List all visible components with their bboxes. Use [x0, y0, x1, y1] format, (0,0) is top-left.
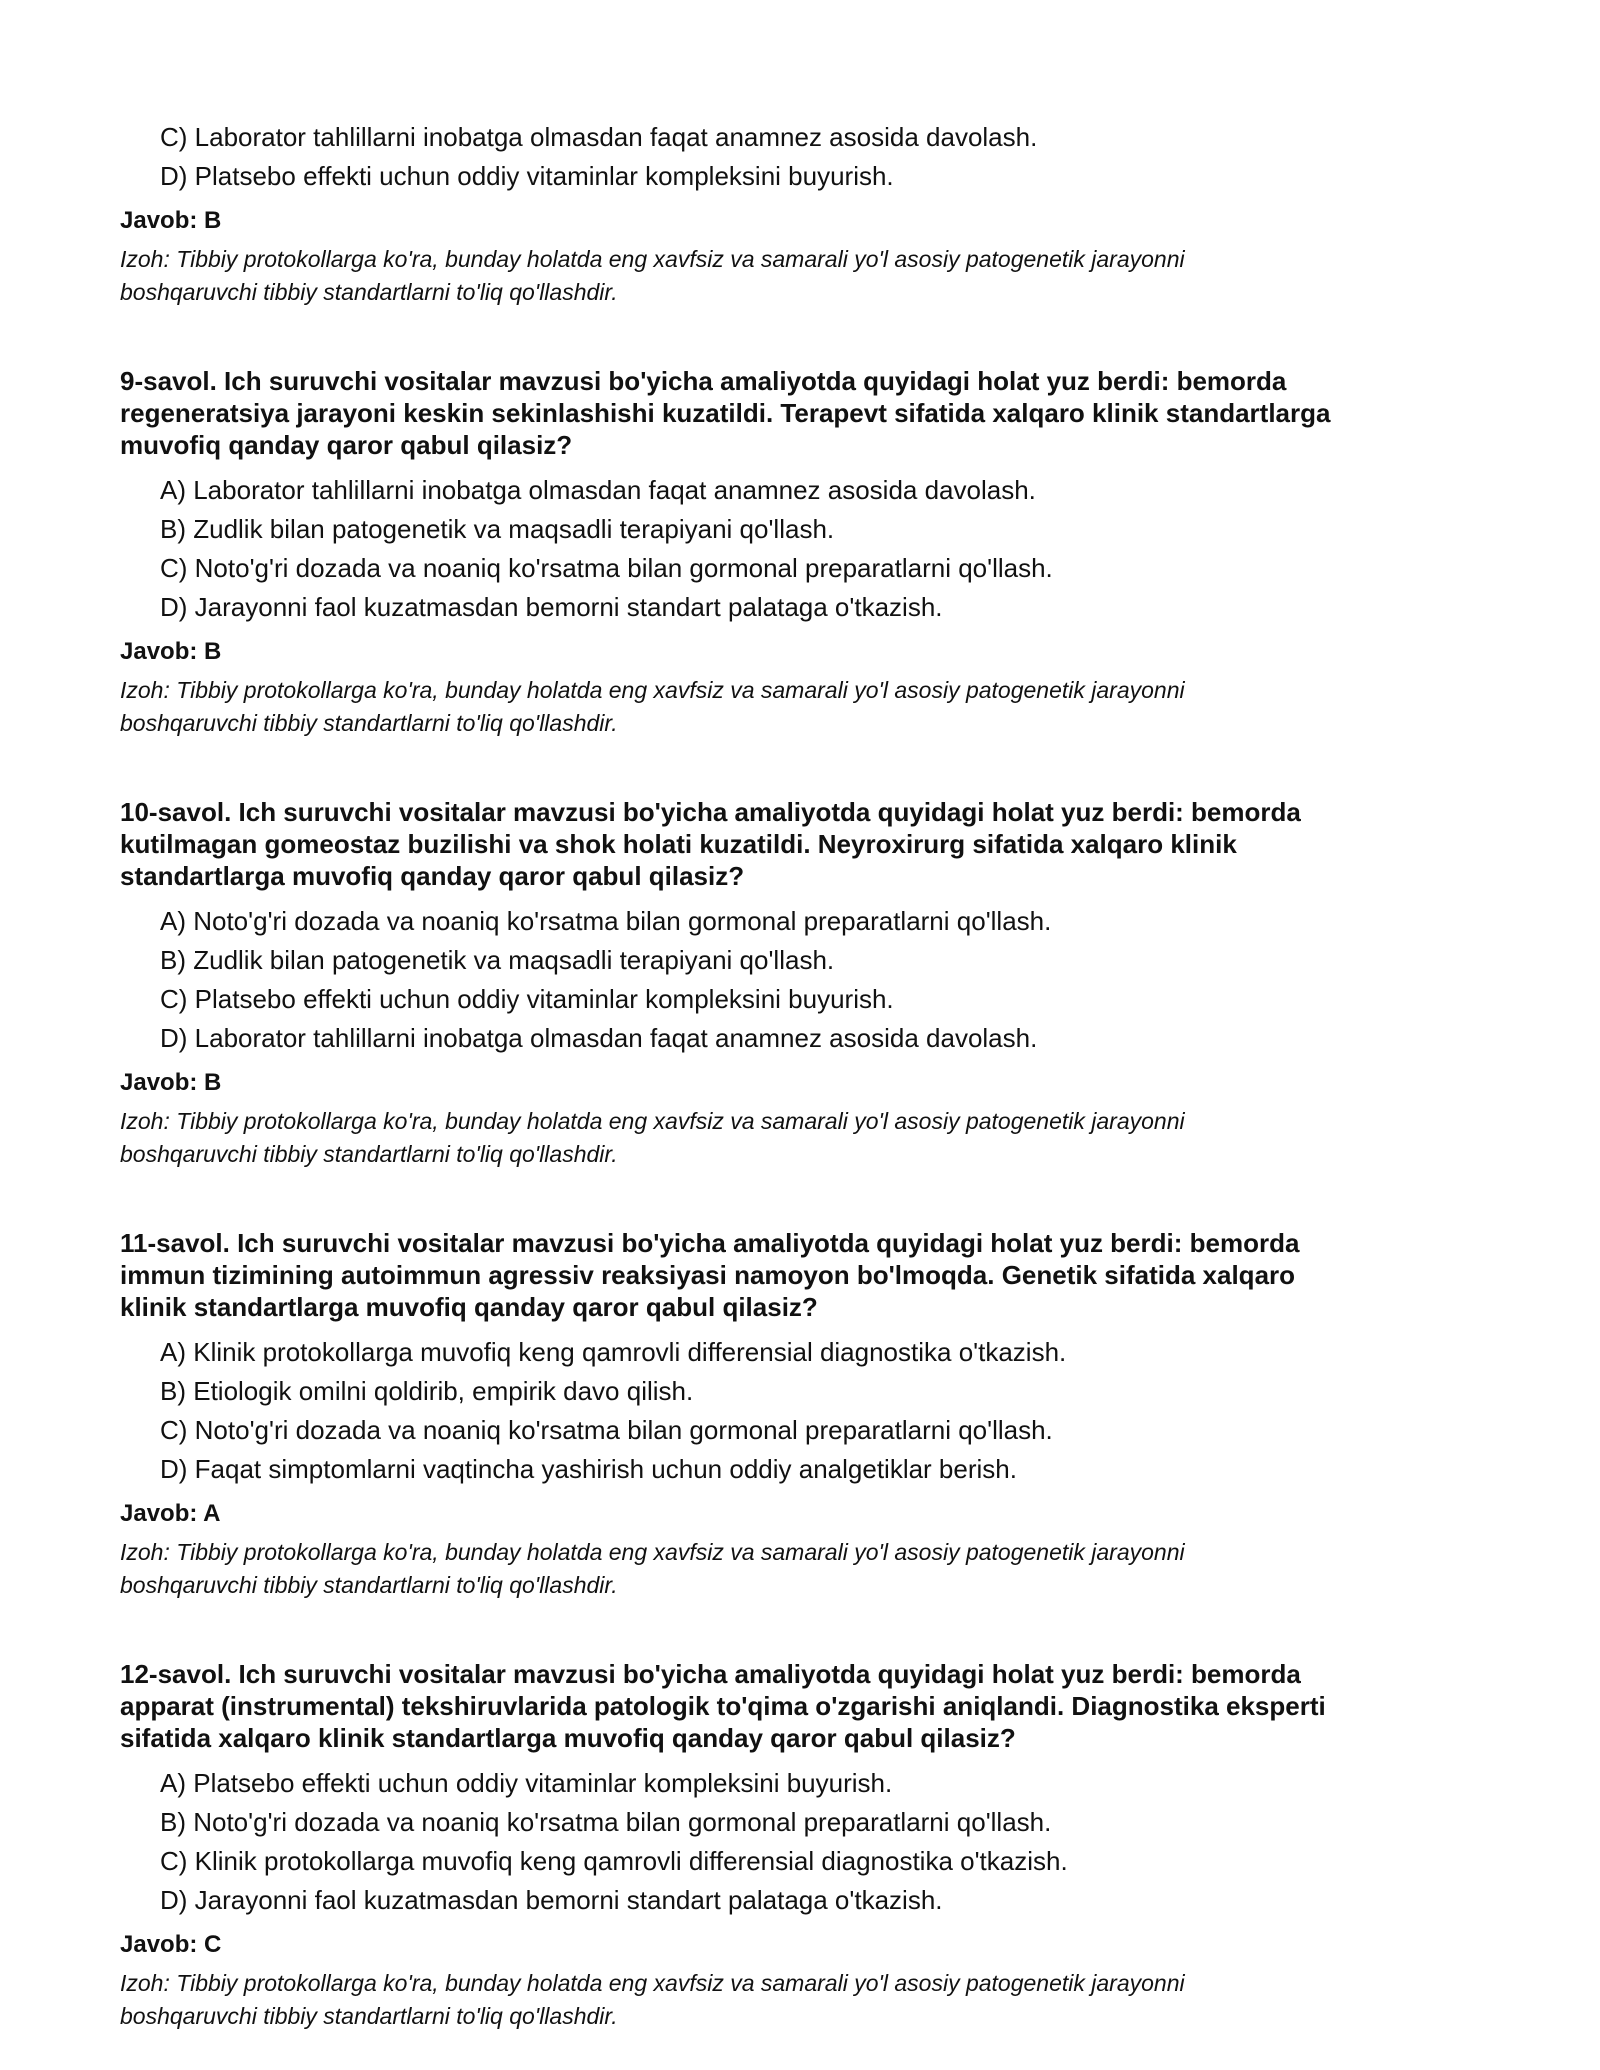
- option-a: A) Platsebo effekti uchun oddiy vitaminlar kompleksini buyurish.: [160, 1768, 893, 1798]
- question-title-line: regeneratsiya jarayoni keskin sekinlashishi kuzatildi. Terapevt sifatida xalqaro klinik standartlarga: [120, 398, 1331, 428]
- option-d: D) Jarayonni faol kuzatmasdan bemorni standart palataga o'tkazish.: [160, 592, 943, 622]
- option-b: B) Noto'g'ri dozada va noaniq ko'rsatma bilan gormonal preparatlarni qo'llash.: [160, 1807, 1052, 1837]
- question-9: [120, 365, 1500, 740]
- option-c: C) Noto'g'ri dozada va noaniq ko'rsatma bilan gormonal preparatlarni qo'llash.: [160, 553, 1053, 583]
- explanation-line: Izoh: Tibbiy protokollarga ko'ra, bunday holatda eng xavfsiz va samarali yo'l asosiy patogenetik jarayonni: [120, 677, 1185, 703]
- option-b: B) Zudlik bilan patogenetik va maqsadli terapiyani qo'llash.: [160, 945, 835, 975]
- question-title-line: 10-savol. Ich suruvchi vositalar mavzusi bo'yicha amaliyotda quyidagi holat yuz berdi: bemorda: [120, 797, 1301, 827]
- answer-label: Javob: B: [120, 638, 222, 665]
- option-b: B) Etiologik omilni qoldirib, empirik davo qilish.: [160, 1376, 694, 1406]
- option-d: D) Faqat simptomlarni vaqtincha yashirish uchun oddiy analgetiklar berish.: [160, 1454, 1017, 1484]
- question-title: [120, 365, 1500, 461]
- option-c: C) Platsebo effekti uchun oddiy vitaminlar kompleksini buyurish.: [160, 984, 894, 1014]
- answer-label: Javob: B: [120, 207, 222, 234]
- option-a: A) Laborator tahlillarni inobatga olmasdan faqat anamnez asosida davolash.: [160, 475, 1036, 505]
- question-10: [120, 796, 1500, 1171]
- question-11: [120, 1227, 1500, 1602]
- question-title-line: kutilmagan gomeostaz buzilishi va shok holati kuzatildi. Neyroxirurg sifatida xalqaro klinik: [120, 829, 1237, 859]
- document-page: [120, 118, 1500, 2033]
- question-title-line: sifatida xalqaro klinik standartlarga muvofiq qanday qaror qabul qilasiz?: [120, 1723, 1016, 1753]
- question-title-line: standartlarga muvofiq qanday qaror qabul qilasiz?: [120, 861, 745, 891]
- option-c: C) Laborator tahlillarni inobatga olmasdan faqat anamnez asosida davolash.: [160, 122, 1038, 152]
- explanation-line: boshqaruvchi tibbiy standartlarni to'liq qo'llashdir.: [120, 710, 618, 736]
- question-title: [120, 796, 1500, 892]
- explanation-line: Izoh: Tibbiy protokollarga ko'ra, bunday holatda eng xavfsiz va samarali yo'l asosiy patogenetik jarayonni: [120, 246, 1185, 272]
- option-c: C) Noto'g'ri dozada va noaniq ko'rsatma bilan gormonal preparatlarni qo'llash.: [160, 1415, 1053, 1445]
- explanation-note: [120, 1967, 1500, 2033]
- option-a: A) Klinik protokollarga muvofiq keng qamrovli differensial diagnostika o'tkazish.: [160, 1337, 1067, 1367]
- option-b: B) Zudlik bilan patogenetik va maqsadli terapiyani qo'llash.: [160, 514, 835, 544]
- option-c: C) Klinik protokollarga muvofiq keng qamrovli differensial diagnostika o'tkazish.: [160, 1846, 1068, 1876]
- explanation-line: Izoh: Tibbiy protokollarga ko'ra, bunday holatda eng xavfsiz va samarali yo'l asosiy patogenetik jarayonni: [120, 1108, 1185, 1134]
- explanation-note: [120, 1105, 1500, 1171]
- question-title-line: immun tizimining autoimmun agressiv reaksiyasi namoyon bo'lmoqda. Genetik sifatida xalqaro: [120, 1260, 1296, 1290]
- question-title-line: klinik standartlarga muvofiq qanday qaror qabul qilasiz?: [120, 1292, 818, 1322]
- explanation-line: boshqaruvchi tibbiy standartlarni to'liq qo'llashdir.: [120, 2003, 618, 2029]
- option-d: D) Platsebo effekti uchun oddiy vitaminlar kompleksini buyurish.: [160, 161, 894, 191]
- explanation-line: boshqaruvchi tibbiy standartlarni to'liq qo'llashdir.: [120, 1141, 618, 1167]
- explanation-line: Izoh: Tibbiy protokollarga ko'ra, bunday holatda eng xavfsiz va samarali yo'l asosiy patogenetik jarayonni: [120, 1539, 1185, 1565]
- answer-label: Javob: A: [120, 1500, 221, 1527]
- explanation-line: Izoh: Tibbiy protokollarga ko'ra, bunday holatda eng xavfsiz va samarali yo'l asosiy patogenetik jarayonni: [120, 1970, 1185, 1996]
- option-d: D) Jarayonni faol kuzatmasdan bemorni standart palataga o'tkazish.: [160, 1885, 943, 1915]
- explanation-note: [120, 243, 1500, 309]
- question-12: [120, 1658, 1500, 2033]
- question-title: [120, 1658, 1500, 1754]
- answer-label: Javob: B: [120, 1069, 222, 1096]
- partial-question-block: [120, 118, 1500, 309]
- explanation-note: [120, 674, 1500, 740]
- answer-label: Javob: C: [120, 1931, 222, 1958]
- question-title-line: 11-savol. Ich suruvchi vositalar mavzusi bo'yicha amaliyotda quyidagi holat yuz berdi: bemorda: [120, 1228, 1300, 1258]
- question-title-line: 9-savol. Ich suruvchi vositalar mavzusi bo'yicha amaliyotda quyidagi holat yuz berdi: bemorda: [120, 366, 1287, 396]
- option-a: A) Noto'g'ri dozada va noaniq ko'rsatma bilan gormonal preparatlarni qo'llash.: [160, 906, 1052, 936]
- explanation-line: boshqaruvchi tibbiy standartlarni to'liq qo'llashdir.: [120, 279, 618, 305]
- question-title: [120, 1227, 1500, 1323]
- explanation-note: [120, 1536, 1500, 1602]
- question-title-line: apparat (instrumental) tekshiruvlarida patologik to'qima o'zgarishi aniqlandi. Diagnostika eksperti: [120, 1691, 1326, 1721]
- option-d: D) Laborator tahlillarni inobatga olmasdan faqat anamnez asosida davolash.: [160, 1023, 1038, 1053]
- explanation-line: boshqaruvchi tibbiy standartlarni to'liq qo'llashdir.: [120, 1572, 618, 1598]
- question-title-line: 12-savol. Ich suruvchi vositalar mavzusi bo'yicha amaliyotda quyidagi holat yuz berdi: bemorda: [120, 1659, 1301, 1689]
- question-title-line: muvofiq qanday qaror qabul qilasiz?: [120, 430, 573, 460]
